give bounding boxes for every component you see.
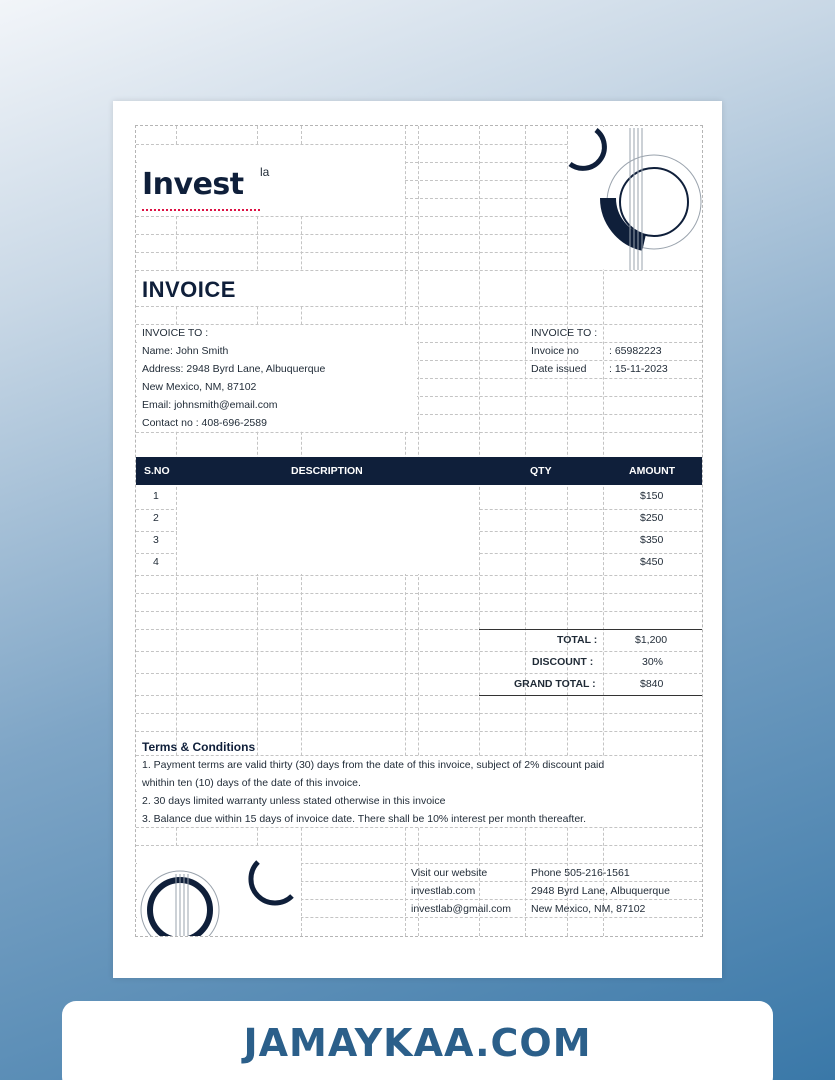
row-3-amount: $350 (640, 534, 664, 546)
customer-contact: Contact no : 408-696-2589 (142, 417, 267, 429)
customer-city: New Mexico, NM, 87102 (142, 381, 257, 393)
company-city: New Mexico, NM, 87102 (531, 903, 646, 915)
date-issued-value: : 15-11-2023 (609, 363, 668, 375)
invoice-title: INVOICE (142, 277, 236, 302)
grand-total-value: $840 (640, 678, 664, 690)
customer-name: Name: John Smith (142, 345, 229, 357)
bill-to-heading: INVOICE TO : (142, 327, 209, 339)
decorative-ring-graphic-bottom (136, 854, 301, 937)
row-2-amount: $250 (640, 512, 664, 524)
items-table-header (136, 457, 702, 485)
row-3-sno: 3 (153, 534, 159, 546)
discount-label: DISCOUNT : (532, 656, 594, 668)
terms-line-3: 3. Balance due within 15 days of invoice date. There shall be 10% interest per month thereafter. (142, 813, 586, 825)
row-4-amount: $450 (640, 556, 664, 568)
grand-total-label: GRAND TOTAL : (514, 678, 596, 690)
terms-line-2: 2. 30 days limited warranty unless stated otherwise in this invoice (142, 795, 446, 807)
col-sno: S.NO (144, 465, 170, 477)
row-1-sno: 1 (153, 490, 159, 502)
date-issued-label: Date issued (531, 363, 587, 375)
invoice-sheet (113, 101, 722, 978)
terms-line-1: 1. Payment terms are valid thirty (30) days from the date of this invoice, subject of 2% discount paid (142, 759, 605, 771)
logo-underline (142, 206, 260, 211)
invoice-meta-heading: INVOICE TO : (531, 327, 598, 339)
customer-email: Email: johnsmith@email.com (142, 399, 278, 411)
row-4-sno: 4 (153, 556, 159, 568)
row-2-sno: 2 (153, 512, 159, 524)
customer-address: Address: 2948 Byrd Lane, Albuquerque (142, 363, 326, 375)
decorative-ring-graphic (568, 126, 703, 270)
col-description: DESCRIPTION (291, 465, 363, 477)
terms-line-1b: whithin ten (10) days of the date of this invoice. (142, 777, 361, 789)
website-link[interactable]: investlab.com (411, 885, 476, 897)
logo: Invest (142, 167, 244, 202)
invoice-grid (135, 125, 703, 937)
company-phone: Phone 505-216-1561 (531, 867, 630, 879)
watermark-banner (62, 1001, 773, 1080)
total-label: TOTAL : (557, 634, 598, 646)
col-qty: QTY (530, 465, 552, 477)
visit-website-label: Visit our website (411, 867, 488, 879)
watermark-text: JAMAYKAA.COM (243, 1021, 592, 1065)
company-email[interactable]: investlab@gmail.com (411, 903, 511, 915)
discount-value: 30% (642, 656, 664, 668)
invoice-no-label: Invoice no (531, 345, 579, 357)
total-value: $1,200 (635, 634, 668, 646)
logo-superscript: la (260, 165, 270, 179)
company-address: 2948 Byrd Lane, Albuquerque (531, 885, 670, 897)
invoice-no-value: : 65982223 (609, 345, 662, 357)
col-amount: AMOUNT (629, 465, 676, 477)
row-1-amount: $150 (640, 490, 664, 502)
terms-heading: Terms & Conditions (142, 740, 256, 754)
